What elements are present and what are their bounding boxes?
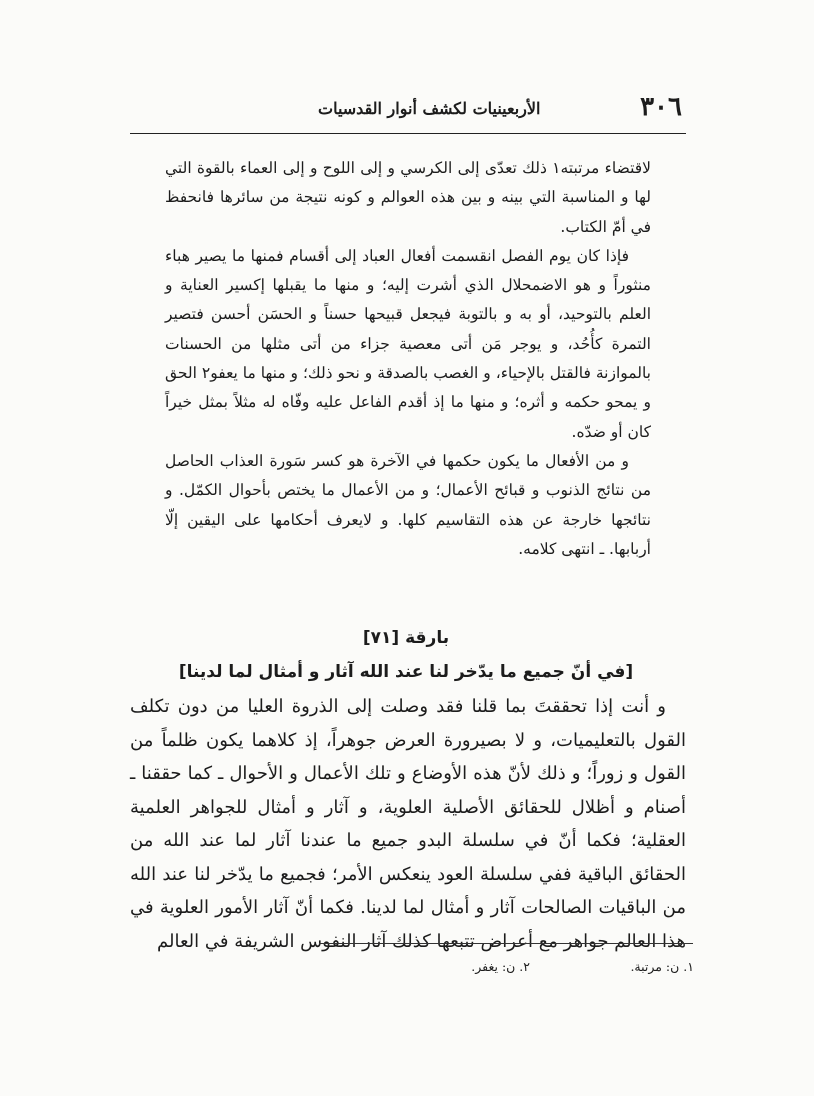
running-header <box>130 92 682 128</box>
footnote-rule <box>319 943 693 944</box>
block-quote <box>165 154 651 564</box>
body-text <box>130 690 686 958</box>
section-title: بارقة [٧١] <box>362 628 450 648</box>
header-rule <box>130 133 686 134</box>
footnote-2: ٢. ن: يغفر. <box>471 959 530 974</box>
quote-paragraph-3: و من الأفعال ما يكون حكمها في الآخرة هو كسر سَورة العذاب الحاصل من نتائج الذنوب و قبائح الأعمال؛ و من الأعمال ما يختص بأحوال الكمّل. و نتائجها خارجة عن هذه التقاسيم كلها. و لايعرف أحكامها على اليقين إلّا أربابها. ـ انتهى كلامه. <box>165 451 651 558</box>
quote-paragraph-2: فإذا كان يوم الفصل انقسمت أفعال العباد إلى أقسام فمنها ما يصير هباء منثوراً و هو الاضمحلال الذي أشرت إليه؛ و منها ما يقبلها إكسير العناية و العلم بالتوحيد، أو به و بالتوبة فيجعل قبيحها حسناً و الحسَن أحسن فتصير التمرة كأُحُد، و يوجر مَن أتى معصية جزاء من أتى مثلها من الحسنات بالموازنة فالقتل بالإحياء، و الغصب بالصدقة و نحو ذلك؛ و منها ما يعفو٢ الحق و يمحو حكمه و أثره؛ و منها ما إذ أقدم الفاعل عليه وفّاه له مثلاً بمثل خيراً كان أو ضدّه. <box>165 246 651 441</box>
quote-paragraph-1: لاقتضاء مرتبته١ ذلك تعدّى إلى الكرسي و إلى اللوح و إلى العماء بالقوة التي لها و المناسبة التي بينه و بين هذه العوالم و كونه نتيجة من سائرها فانحفظ في أمّ الكتاب. <box>165 159 651 236</box>
page-number: ٣٠٦ <box>640 92 682 122</box>
body-paragraph: و أنت إذا تحققتَ بما قلنا فقد وصلت إلى الذروة العليا من دون تكلف القول بالتعليميات، و لا بصيرورة العرض جوهراً، إذ كلاهما يكون ظلماً من القول و زوراً؛ و ذلك لأنّ هذه الأوضاع و تلك الأعمال و الأحوال ـ كما حققنا ـ أصنام و أظلال للحقائق الأصلية العلوية، و آثار و أمثال للجواهر العلمية العقلية؛ فكما أنّ في سلسلة البدو جميع ما عندنا آثار لما عند الله من الحقائق الباقية ففي سلسلة العود ينعكس الأمر؛ فجميع ما يدّخر لنا عند الله من الباقيات الصالحات آثار و أمثال لما لدينا. فكما أنّ آثار الأمور العلوية في هذا العالم جواهر مع أعراض تتبعها كذلك آثار النفوس الشريفة في العالم <box>130 696 686 952</box>
footnote-1: ١. ن: مرتبة. <box>630 959 694 974</box>
section-subtitle: [في أنّ جميع ما يدّخر لنا عند الله آثار و أمثال لما لدينا] <box>178 662 634 682</box>
book-title: الأربعينيات لكشف أنوار القدسيات <box>318 99 541 118</box>
